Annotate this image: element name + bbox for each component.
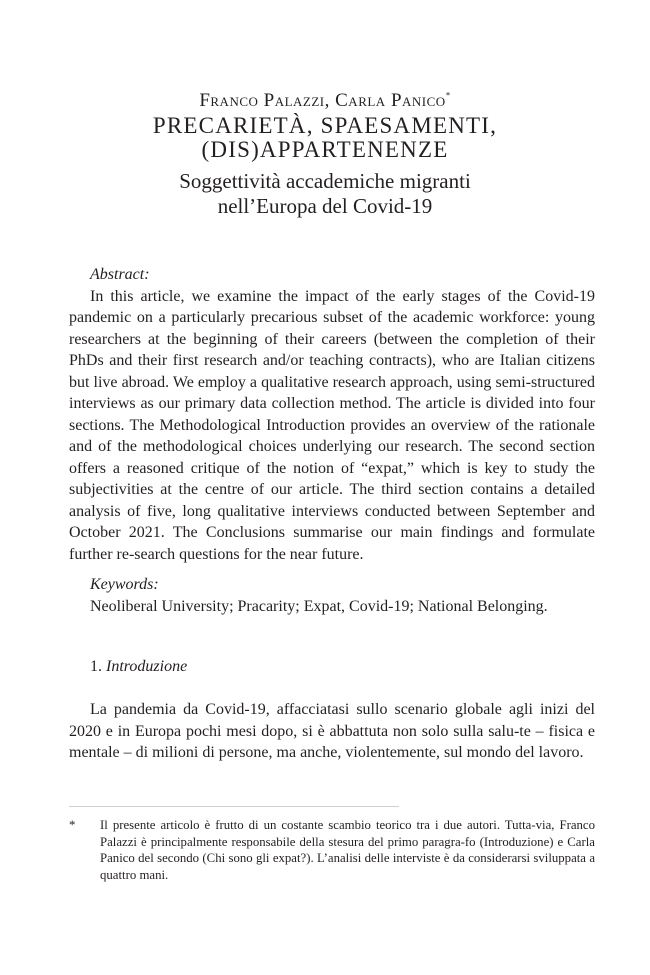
authors-text: Franco Palazzi, Carla Panico (199, 90, 446, 111)
section-1-paragraph: La pandemia da Covid-19, affacciatasi sullo scenario globale agli inizi del 2020 e in Europa pochi mesi dopo, si è abbattuta non solo sulla salu-te – fisica e mentale – di milioni di persone, ma anche, violentemente, sul mondo del lavoro. (69, 701, 595, 761)
title-line-2: (DIS)APPARTENENZE (201, 137, 449, 162)
title-line-1: PRECARIETÀ, SPAESAMENTI, (152, 113, 498, 138)
abstract-text: In this article, we examine the impact of the early stages of the Covid-19 pandemic on a particularly precarious subset of the academic workforce: young researchers at the beginning of their careers (between the completion of their PhDs and their first research and/or teaching contracts), who are Italian citizens but live abroad. We employ a qualitative research approach, using semi-structured interviews as our primary data collection method. The article is divided into four sections. The Methodological Introduction provides an overview of the rationale and of the methodological choices underlying our research. The second section offers a reasoned critique of the notion of “expat,” which is key to study the subjectivities at the centre of our article. The third section contains a detailed analysis of five, long qualitative interviews conducted between September and October 2021. The Conclusions summarise our main findings and formulate further re-search questions for the near future. (69, 287, 595, 563)
section-name: Introduzione (106, 658, 188, 675)
article-authors (0, 88, 650, 114)
abstract-section (69, 264, 595, 565)
subtitle-line-2: nell’Europa del Covid-19 (217, 194, 433, 218)
section-1-heading (69, 656, 595, 678)
keywords-text: Neoliberal University; Pracarity; Expat, Covid-19; National Belonging. (90, 597, 548, 615)
section-1-body (69, 699, 595, 764)
footnote-text: Il presente articolo è frutto di un costante scambio teorico tra i due autori. Tutta-via, Franco Palazzi è principalmente responsabile della stesura del primo paragra-fo (Introduzione) e Carla Panico del secondo (Chi sono gli expat?). L’analisi delle interviste è da considerarsi sviluppata a quattro mani. (100, 818, 595, 882)
section-title (69, 656, 595, 678)
footnote-divider (69, 806, 399, 807)
article-header (0, 88, 650, 219)
keywords-section (69, 574, 595, 617)
footnote-mark: * (69, 818, 76, 832)
article-title (0, 114, 650, 162)
footnote (69, 817, 595, 883)
section-number: 1. (90, 658, 102, 675)
abstract-label: Abstract: (90, 266, 150, 283)
subtitle-line-1: Soggettività accademiche migranti (179, 169, 471, 193)
author-footnote-mark: * (445, 90, 451, 101)
keywords-label: Keywords: (90, 576, 159, 593)
article-subtitle (0, 169, 650, 219)
